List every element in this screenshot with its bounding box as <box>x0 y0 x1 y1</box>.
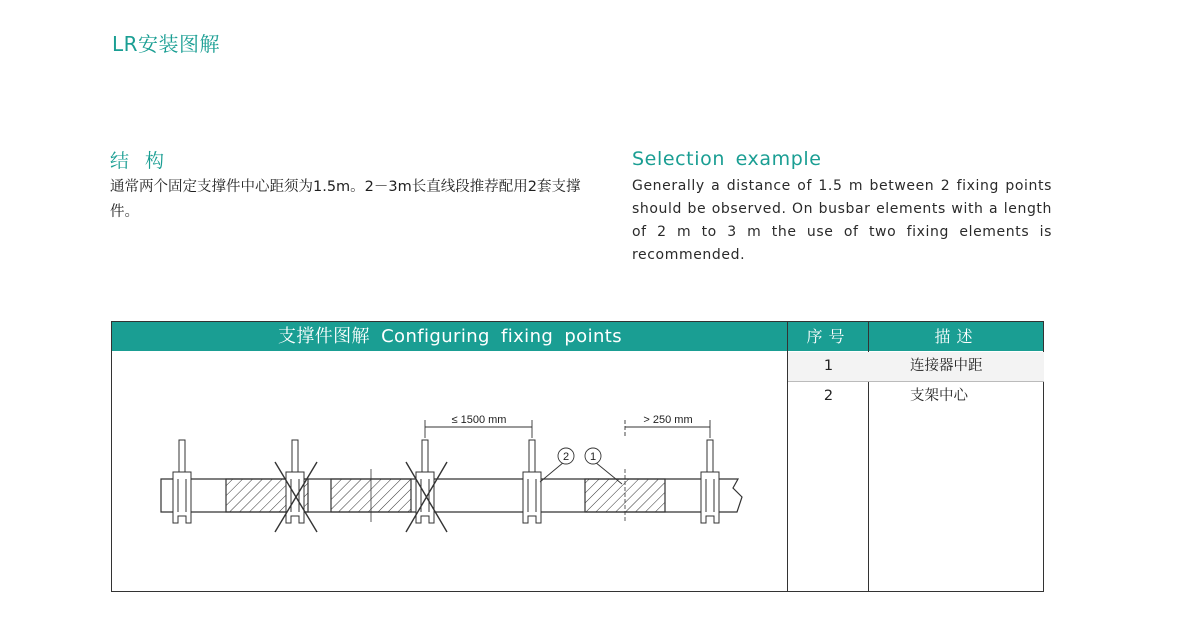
fixing-support <box>286 440 304 523</box>
table-title: 支撑件图解 Configuring fixing points <box>277 326 623 347</box>
selection-heading: Selection example <box>632 148 822 170</box>
structure-body: 通常两个固定支撑件中心距须为1.5m。2－3m长直线段推荐配用2套支撑件。 <box>110 179 581 220</box>
callout-1-label: 1 <box>589 451 597 463</box>
table-row <box>788 352 1044 382</box>
row-number: 1 <box>823 358 834 374</box>
document-title: LR安装图解 <box>112 32 221 56</box>
structure-heading: 结 构 <box>110 150 170 172</box>
selection-body: Generally a distance of 1.5 m between 2 fixing points should be observed. On busbar elements with a length of 2 m to 3 m the use of two fixing elements is recommended. <box>632 178 1052 263</box>
table-header <box>112 322 1043 351</box>
fixing-points-diagram <box>112 352 787 592</box>
dimension-label-min: > 250 mm <box>643 414 693 426</box>
fixing-support <box>173 440 191 523</box>
dimension-label-max: ≤ 1500 mm <box>451 414 507 426</box>
row-number: 2 <box>823 388 834 404</box>
fixing-support <box>701 440 719 523</box>
column-header-description: 描述 <box>934 327 979 346</box>
fixing-support <box>523 440 541 523</box>
callout-2-label: 2 <box>562 451 570 463</box>
column-header-number: 序号 <box>806 327 851 346</box>
row-description: 连接器中距 <box>910 358 983 374</box>
table-row <box>788 382 1044 411</box>
row-description: 支架中心 <box>910 388 968 404</box>
fixing-points-table <box>111 321 1044 592</box>
